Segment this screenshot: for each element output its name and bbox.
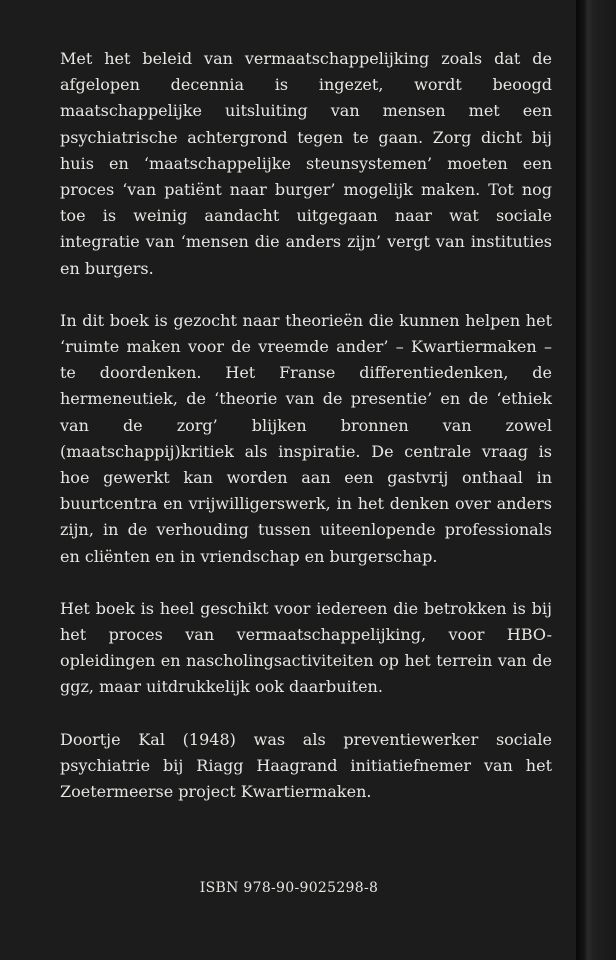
author-bio: Doortje Kal (1948) was als preventiewerker sociale psychiatrie bij Riagg Haagrand initiatiefnemer van het Zoetermeerse project Kwartiermaken. (60, 729, 552, 802)
blurb-paragraph-3: Het boek is heel geschikt voor iedereen die betrokken is bij het proces van vermaatschappelijking, voor HBO-opleidingen en nascholingsactiviteiten op het terrein van de ggz, maar uitdrukkelijk ook daarbuiten. (60, 598, 552, 697)
blurb-text (60, 46, 552, 831)
blurb-paragraph-1: Met het beleid van vermaatschappelijking zoals dat de afgelopen decennia is ingezet, wordt beoogd maatschappelijke uitsluiting van mensen met een psychiatrische achtergrond tegen te gaan. Zorg dicht bij huis en ‘maatschappelijke steunsystemen’ moeten een proces ‘van patiënt naar burger’ mogelijk maken. Tot nog toe is weinig aandacht uitgegaan naar wat sociale integratie van ‘mensen die anders zijn’ vergt van instituties en burgers. (60, 49, 552, 278)
isbn-number: ISBN 978-90-9025298-8 (199, 880, 379, 896)
blurb-paragraph-2: In dit boek is gezocht naar theorieën die kunnen helpen het ‘ruimte maken voor de vreemde ander’ – Kwartiermaken – te doordenken. Het Franse differentiedenken, de hermeneutiek, de ‘theorie van de presentie’ en de ‘ethiek van de zorg’ blijken bronnen van zowel (maatschappij)kritiek als inspiratie. De centrale vraag is hoe gewerkt kan worden aan een gastvrij onthaal in buurtcentra en vrijwilligerswerk, in het denken over anders zijn, in de verhouding tussen uiteenlopende professionals en cliënten en in vriendschap en burgerschap. (60, 310, 552, 566)
book-spine (578, 0, 616, 960)
